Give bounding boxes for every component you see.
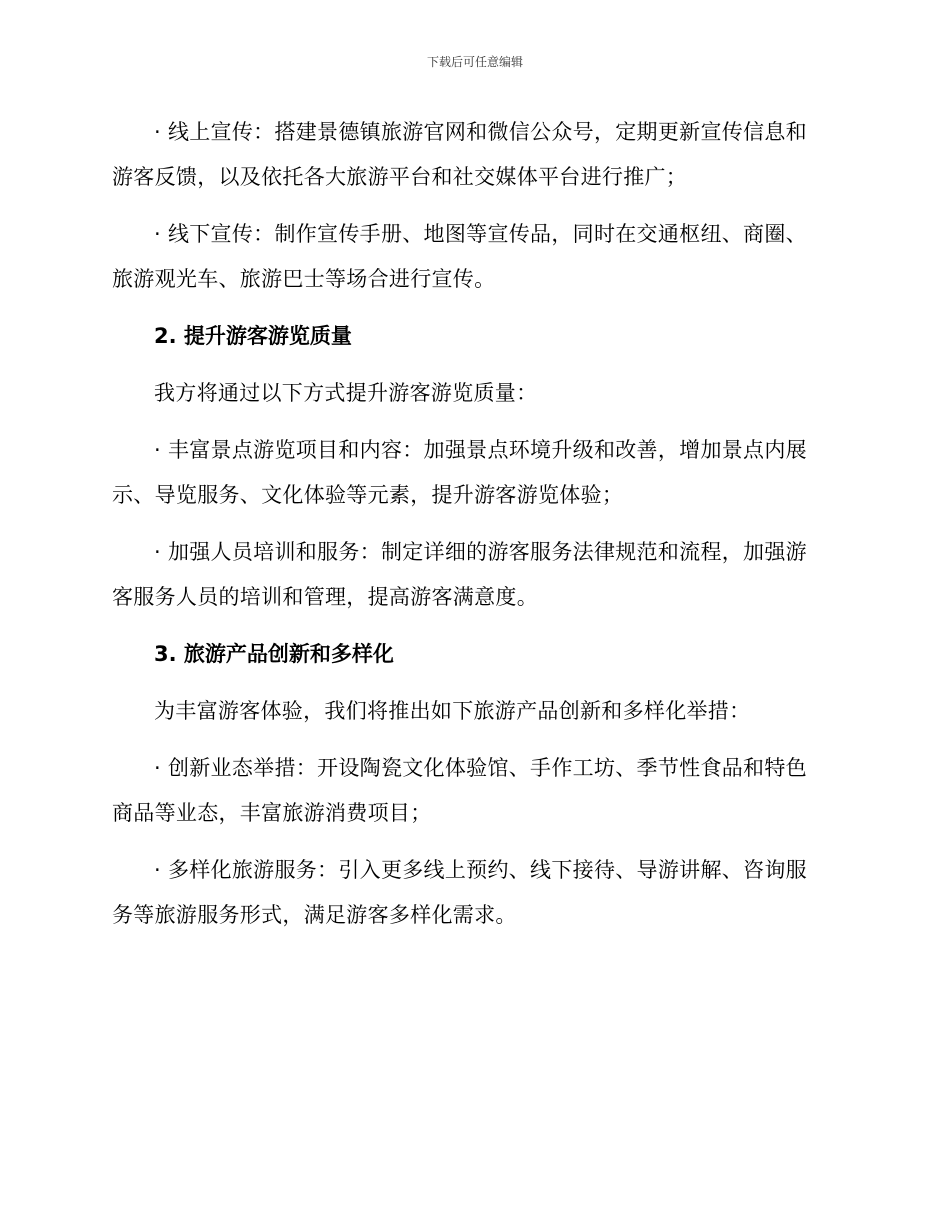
section-heading-3: 3. 旅游产品创新和多样化 xyxy=(154,642,394,666)
paragraph-new-business: · 创新业态举措：开设陶瓷文化体验馆、手作工坊、季节性食品和特色商品等业态，丰富旅游消费项目； xyxy=(112,756,807,825)
section-heading-2: 2. 提升游客游览质量 xyxy=(154,324,352,348)
paragraph-diverse-services: · 多样化旅游服务：引入更多线上预约、线下接待、导游讲解、咨询服务等旅游服务形式，满足游客多样化需求。 xyxy=(112,858,807,927)
paragraph-staff-training: · 加强人员培训和服务：制定详细的游客服务法律规范和流程，加强游客服务人员的培训和管理，提高游客满意度。 xyxy=(112,540,807,609)
paragraph-quality-intro: 我方将通过以下方式提升游客游览质量： xyxy=(154,381,538,405)
paragraph-enrich-attractions: · 丰富景点游览项目和内容：加强景点环境升级和改善，增加景点内展示、导览服务、文化体验等元素，提升游客游览体验； xyxy=(112,438,807,507)
page-header: 下载后可任意编辑 xyxy=(426,55,523,69)
document-body xyxy=(112,110,824,950)
paragraph-online-promotion: · 线上宣传：搭建景德镇旅游官网和微信公众号，定期更新宣传信息和游客反馈，以及依托各大旅游平台和社交媒体平台进行推广； xyxy=(112,120,807,189)
paragraph-innovation-intro: 为丰富游客体验，我们将推出如下旅游产品创新和多样化举措： xyxy=(154,699,751,723)
paragraph-offline-promotion: · 线下宣传：制作宣传手册、地图等宣传品，同时在交通枢纽、商圈、旅游观光车、旅游巴士等场合进行宣传。 xyxy=(112,222,807,291)
